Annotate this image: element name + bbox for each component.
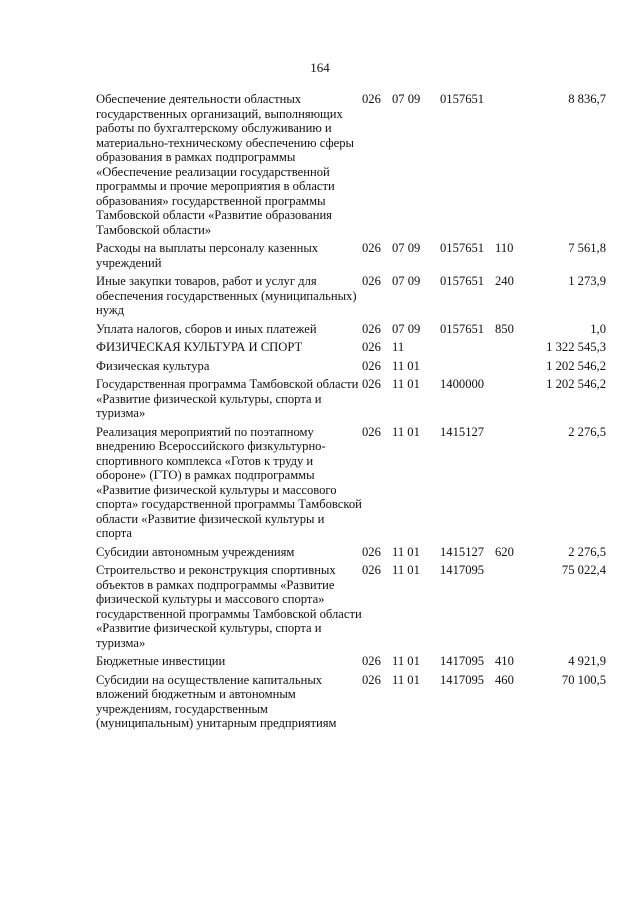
row-expense-type: 240 — [495, 274, 514, 288]
budget-table-body — [96, 92, 606, 735]
row-expense-type: 110 — [495, 241, 514, 255]
row-expense-type — [495, 425, 533, 545]
row-amount: 7 561,8 — [568, 241, 606, 255]
row-section-code: 11 — [392, 340, 405, 354]
row-ministry-code: 026 — [362, 274, 381, 288]
row-target-code: 1415127 — [440, 424, 485, 439]
row-target-code — [440, 359, 495, 378]
table-row — [96, 322, 606, 341]
table-row — [96, 563, 606, 654]
row-target-code: 1417095 — [440, 563, 485, 577]
page-number: 164 — [310, 60, 330, 75]
table-row — [96, 359, 606, 378]
row-name: Обеспечение деятельности областных государственных организаций, выполняющих работы по бухгалтерскому обслуживанию и материально-техническому обеспечению сферы образования в рамках подпрограммы «Обеспечение реализации государственной программы и прочие мероприятия в области образования» государственной программы Тамбовской области «Развитие образования Тамбовской области» — [96, 92, 354, 237]
row-target-code: 0157651 — [440, 321, 485, 336]
row-name: Расходы на выплаты персоналу казенных учреждений — [96, 241, 319, 270]
row-amount: 1 322 545,3 — [546, 340, 606, 354]
row-amount: 2 276,5 — [568, 544, 606, 559]
row-name: Реализация мероприятий по поэтапному внедрению Всероссийского физкультурно-спортивного комплекса «Готов к труду и обороне» (ГТО) в рамках подпрограммы «Развитие физической культуры и массового спорта» государственной программы Тамбовской области «Развитие физической культуры и спорта — [96, 424, 362, 540]
row-expense-type: 620 — [495, 544, 514, 559]
row-section-code: 11 01 — [392, 358, 420, 373]
row-ministry-code: 026 — [362, 241, 381, 255]
row-target-code: 1400000 — [440, 377, 485, 391]
row-ministry-code: 026 — [362, 672, 381, 687]
row-amount: 1,0 — [590, 321, 606, 336]
row-target-code: 0157651 — [440, 274, 485, 288]
table-row — [96, 654, 606, 673]
row-name: Уплата налогов, сборов и иных платежей — [96, 321, 317, 336]
row-name: Субсидии автономным учреждениям — [96, 544, 295, 559]
row-expense-type — [495, 92, 533, 241]
row-ministry-code: 026 — [362, 340, 381, 354]
row-name: Государственная программа Тамбовской области «Развитие физической культуры, спорта и туризма» — [96, 377, 359, 420]
table-row — [96, 545, 606, 564]
row-target-code: 0157651 — [440, 92, 485, 106]
row-expense-type: 410 — [495, 654, 514, 668]
row-expense-type — [495, 377, 533, 425]
row-name: Бюджетные инвестиции — [96, 654, 226, 668]
row-expense-type: 460 — [495, 672, 514, 687]
table-row — [96, 92, 606, 241]
row-section-code: 11 01 — [392, 424, 420, 439]
row-ministry-code: 026 — [362, 358, 381, 373]
row-target-code: 0157651 — [440, 241, 485, 255]
budget-table — [96, 92, 606, 735]
row-name: Субсидии на осуществление капитальных вложений бюджетным и автономным учреждениям, государственным (муниципальным) унитарным предприятиям — [96, 672, 337, 730]
table-row — [96, 274, 606, 322]
row-amount: 2 276,5 — [568, 424, 606, 439]
row-name: Строительство и реконструкция спортивных объектов в рамках подпрограммы «Развитие физической культуры и массового спорта» государственной программы Тамбовской области «Развитие физической культуры, спорта и туризма» — [96, 563, 362, 650]
row-section-code: 07 09 — [392, 92, 421, 106]
row-ministry-code: 026 — [362, 563, 381, 577]
row-target-code: 1417095 — [440, 654, 485, 668]
row-section-code: 07 09 — [392, 274, 421, 288]
row-section-code: 11 01 — [392, 672, 420, 687]
row-section-code: 11 01 — [392, 563, 420, 577]
row-target-code: 1417095 — [440, 672, 485, 687]
row-expense-type — [495, 563, 533, 654]
row-expense-type: 850 — [495, 321, 514, 336]
row-amount: 8 836,7 — [568, 92, 606, 106]
row-ministry-code: 026 — [362, 321, 381, 336]
row-amount: 4 921,9 — [568, 654, 606, 668]
row-amount: 70 100,5 — [561, 672, 606, 687]
row-section-code: 11 01 — [392, 377, 420, 391]
row-ministry-code: 026 — [362, 654, 381, 668]
row-amount: 1 202 546,2 — [546, 358, 606, 373]
row-target-code — [440, 340, 495, 359]
row-section-code: 07 09 — [392, 321, 421, 336]
row-amount: 1 273,9 — [568, 274, 606, 288]
table-row — [96, 377, 606, 425]
table-row — [96, 340, 606, 359]
table-row — [96, 425, 606, 545]
row-expense-type — [495, 359, 533, 378]
row-expense-type — [495, 340, 533, 359]
row-section-code: 11 01 — [392, 544, 420, 559]
row-amount: 75 022,4 — [561, 563, 606, 577]
row-amount: 1 202 546,2 — [546, 377, 606, 391]
table-row — [96, 673, 606, 735]
row-name: Физическая культура — [96, 358, 210, 373]
table-row — [96, 241, 606, 274]
row-name: ФИЗИЧЕСКАЯ КУЛЬТУРА И СПОРТ — [96, 340, 303, 354]
row-ministry-code: 026 — [362, 544, 381, 559]
row-ministry-code: 026 — [362, 92, 381, 106]
row-ministry-code: 026 — [362, 377, 381, 391]
row-target-code: 1415127 — [440, 544, 485, 559]
row-section-code: 11 01 — [392, 654, 420, 668]
row-section-code: 07 09 — [392, 241, 421, 255]
row-ministry-code: 026 — [362, 424, 381, 439]
row-name: Иные закупки товаров, работ и услуг для обеспечения государственных (муниципальных) нужд — [96, 274, 357, 317]
